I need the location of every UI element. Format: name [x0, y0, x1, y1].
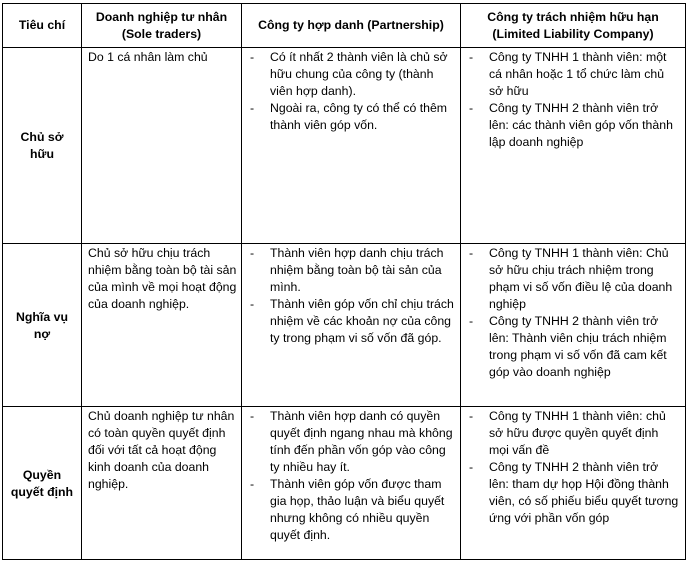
- row-label-liability: Nghĩa vụ nợ: [3, 244, 82, 407]
- list-item: - Công ty TNHH 1 thành viên: một cá nhân hoặc 1 tổ chức làm chủ sở hữu: [465, 49, 681, 100]
- list-item: - Thành viên hợp danh có quyền quyết định ngang nhau mà không tính đến phần vốn góp vào công ty nhiều hay ít.: [246, 408, 456, 476]
- header-sole-traders: Doanh nghiệp tư nhân (Sole traders): [82, 4, 242, 48]
- header-row: [3, 4, 686, 48]
- header-partnership: Công ty hợp danh (Partnership): [242, 4, 461, 48]
- comparison-table: [2, 3, 686, 560]
- list-item: - Có ít nhất 2 thành viên là chủ sở hữu chung của công ty (thành viên hợp danh).: [246, 49, 456, 100]
- list-item: - Thành viên góp vốn được tham gia họp, thảo luận và biểu quyết nhưng không có nhiều quyền quyết định.: [246, 476, 456, 544]
- list-item: - Công ty TNHH 1 thành viên: Chủ sở hữu chịu trách nhiệm trong phạm vi số vốn điều lệ của doanh nghiệp: [465, 245, 681, 313]
- header-criteria: Tiêu chí: [3, 4, 82, 48]
- cell-sole-decision: [82, 407, 242, 560]
- cell-llc-decision: [461, 407, 686, 560]
- list-item: - Công ty TNHH 2 thành viên trở lên: Thành viên chịu trách nhiệm trong phạm vi số vốn đã cam kết góp vào doanh nghiệp: [465, 313, 681, 381]
- cell-text: Do 1 cá nhân làm chủ: [88, 50, 208, 64]
- cell-llc-owner: [461, 48, 686, 244]
- list-item: - Thành viên hợp danh chịu trách nhiệm bằng toàn bộ tài sản của mình.: [246, 245, 456, 296]
- cell-sole-liability: [82, 244, 242, 407]
- header-llc: Công ty trách nhiệm hữu hạn (Limited Liability Company): [461, 4, 686, 48]
- cell-sole-owner: [82, 48, 242, 244]
- cell-text: Chủ doanh nghiệp tư nhân có toàn quyền quyết định đối với tất cả hoạt động kinh doanh của doanh nghiệp.: [88, 409, 235, 491]
- table-row-decision: [3, 407, 686, 560]
- list-item: - Thành viên góp vốn chỉ chịu trách nhiệm về các khoản nợ của công ty trong phạm vi số vốn đã góp.: [246, 296, 456, 347]
- row-label-owner: Chủ sở hữu: [3, 48, 82, 244]
- list-item: - Ngoài ra, công ty có thể có thêm thành viên góp vốn.: [246, 100, 456, 134]
- cell-partner-owner: [242, 48, 461, 244]
- table-row-owner: [3, 48, 686, 244]
- cell-text: Chủ sở hữu chịu trách nhiệm bằng toàn bộ tài sản của mình về mọi hoạt động của doanh nghiệp.: [88, 246, 237, 311]
- cell-partner-liability: [242, 244, 461, 407]
- cell-partner-decision: [242, 407, 461, 560]
- table-row-liability: [3, 244, 686, 407]
- list-item: - Công ty TNHH 1 thành viên: chủ sở hữu được quyền quyết định mọi vấn đề: [465, 408, 681, 459]
- list-item: - Công ty TNHH 2 thành viên trở lên: tham dự họp Hội đồng thành viên, có số phiếu biểu quyết tương ứng với phần vốn góp: [465, 459, 681, 527]
- list-item: - Công ty TNHH 2 thành viên trở lên: các thành viên góp vốn thành lập doanh nghiệp: [465, 100, 681, 151]
- cell-llc-liability: [461, 244, 686, 407]
- row-label-decision: Quyền quyết định: [3, 407, 82, 560]
